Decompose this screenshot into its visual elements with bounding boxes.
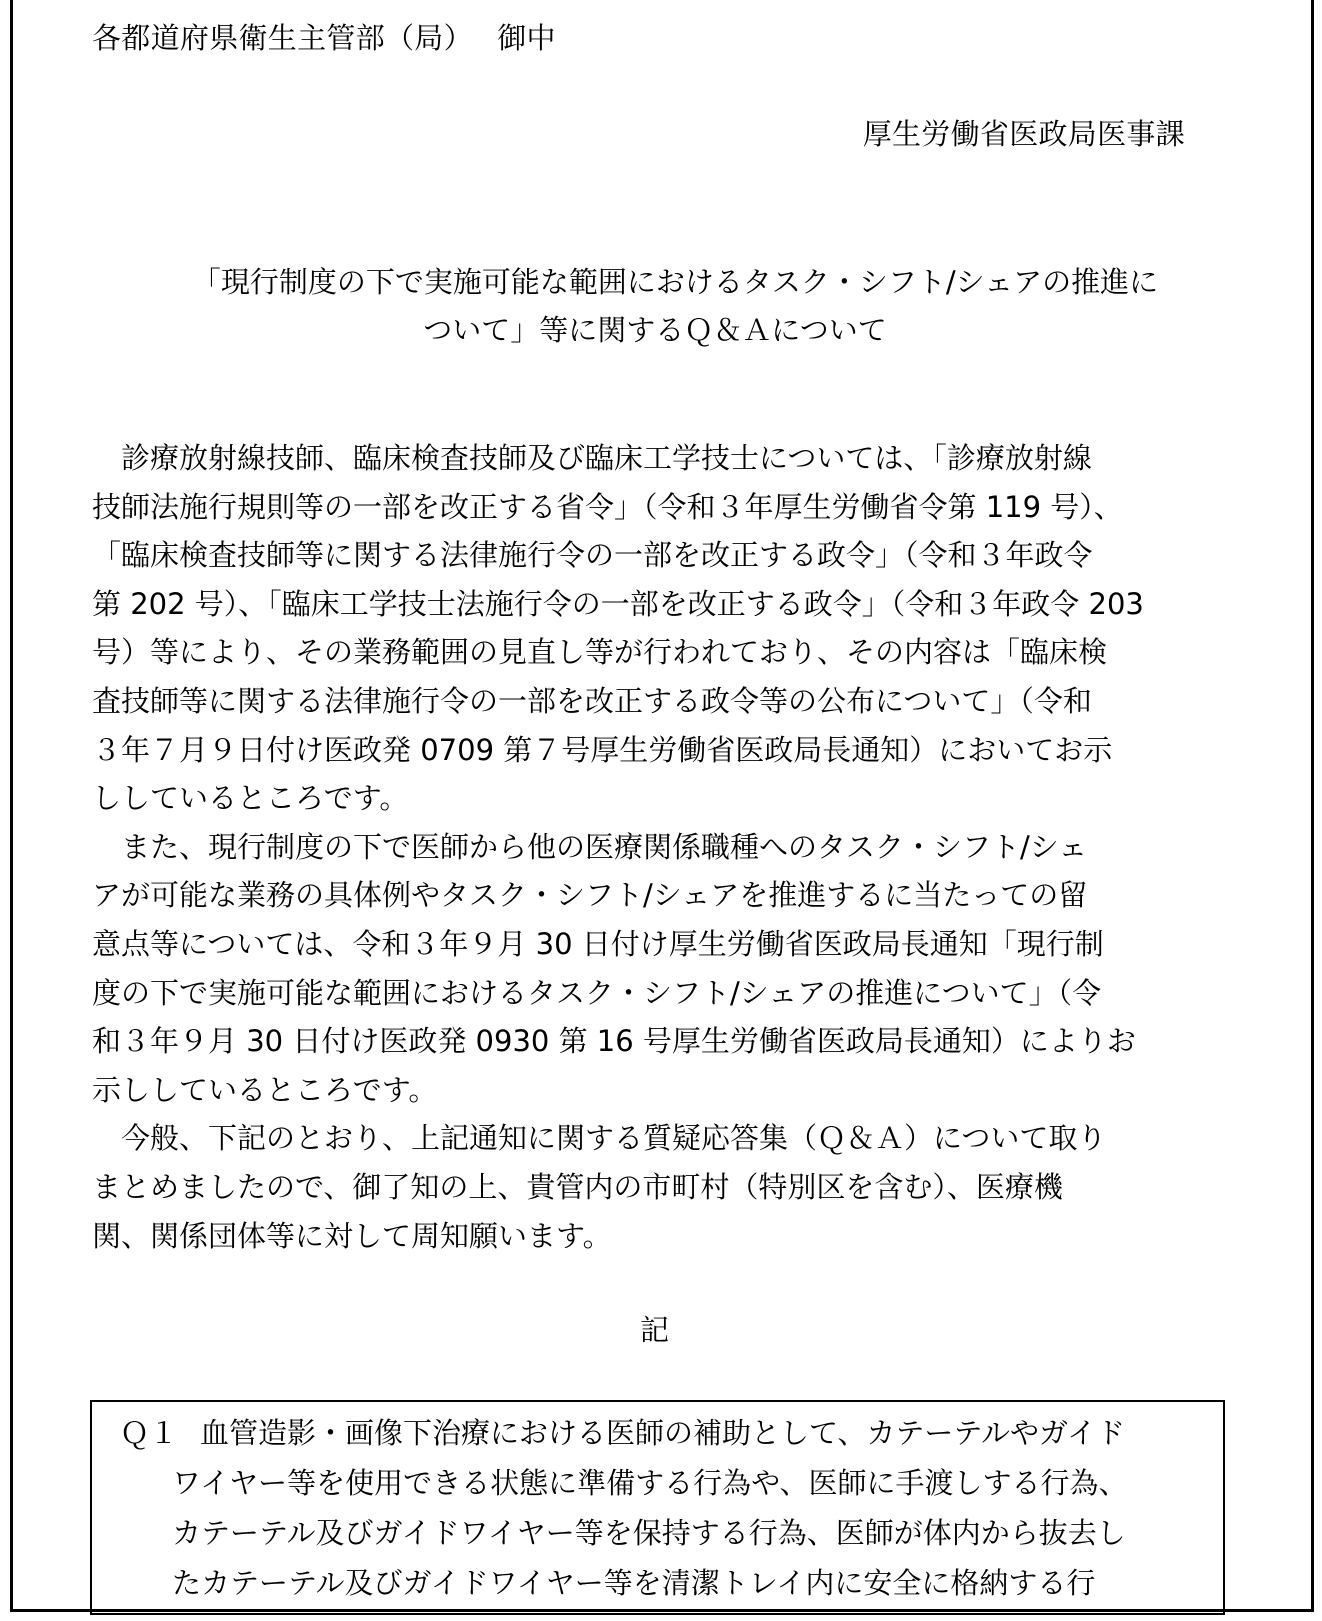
paragraph-1 bbox=[92, 434, 1222, 823]
text-line: ししているところです。 bbox=[92, 781, 409, 816]
text-line: ３年７月９日付け医政発 0709 第７号厚生労働省医政局長通知）においてお示 bbox=[92, 732, 1113, 767]
text-line: 関、関係団体等に対して周知願います。 bbox=[92, 1218, 612, 1253]
text-line: まとめましたので、御了知の上、貴管内の市町村（特別区を含む）、医療機 bbox=[92, 1169, 1063, 1204]
paragraph-3 bbox=[92, 1114, 1222, 1260]
text-line: 示ししているところです。 bbox=[92, 1072, 438, 1107]
text-line: 第 202 号）、「臨床工学技士法施行令の一部を改正する政令」（令和３年政令 203 bbox=[92, 586, 1144, 621]
text-line: 「臨床検査技師等に関する法律施行令の一部を改正する政令」（令和３年政令 bbox=[92, 538, 1093, 573]
text-line: 査技師等に関する法律施行令の一部を改正する政令等の公布について」（令和 bbox=[92, 683, 1092, 718]
text-line: 号）等により、その業務範囲の見直し等が行われており、その内容は「臨床検 bbox=[92, 635, 1108, 670]
title-line-2: ついて」等に関するＱ＆Ａについて bbox=[423, 313, 887, 347]
question-line: 血管造影・画像下治療における医師の補助として、カテーテルやガイド bbox=[200, 1416, 1126, 1450]
question-line: カテーテル及びガイドワイヤー等を保持する行為、医師が体内から抜去し bbox=[172, 1516, 1126, 1550]
question-box bbox=[90, 1400, 1225, 1615]
text-line: 度の下で実施可能な範囲におけるタスク・シフト/シェアの推進について」（令 bbox=[92, 975, 1102, 1010]
text-line: 今般、下記のとおり、上記通知に関する質疑応答集（Ｑ＆Ａ）について取り bbox=[92, 1121, 1107, 1156]
text-line: 技師法施行規則等の一部を改正する省令」（令和３年厚生労働省令第 119 号）、 bbox=[92, 489, 1123, 524]
question-label: Ｑ１ bbox=[120, 1416, 179, 1450]
title-line-1: 「現行制度の下で実施可能な範囲におけるタスク・シフト/シェアの推進に bbox=[191, 265, 1159, 299]
text-line: アが可能な業務の具体例やタスク・シフト/シェアを推進するに当たっての留 bbox=[92, 878, 1088, 913]
sender: 厚生労働省医政局医事課 bbox=[862, 117, 1185, 151]
question-line: ワイヤー等を使用できる状態に準備する行為や、医師に手渡しする行為、 bbox=[172, 1466, 1128, 1500]
question-text bbox=[172, 1408, 1222, 1608]
text-line: 意点等については、令和３年９月 30 日付け厚生労働省医政局長通知「現行制 bbox=[92, 926, 1104, 961]
question-line: たカテーテル及びガイドワイヤー等を清潔トレイ内に安全に格納する行 bbox=[172, 1566, 1096, 1600]
addressee: 各都道府県衛生主管部（局） 御中 bbox=[92, 21, 556, 55]
document-title bbox=[92, 258, 1218, 354]
text-line: また、現行制度の下で医師から他の医療関係職種へのタスク・シフト/シェ bbox=[92, 829, 1088, 864]
text-line: 和３年９月 30 日付け医政発 0930 第 16 号厚生労働省医政局長通知）によりお bbox=[92, 1024, 1136, 1059]
ki-heading: 記 bbox=[640, 1313, 670, 1347]
paragraph-2 bbox=[92, 823, 1222, 1115]
body-text bbox=[92, 434, 1222, 1260]
text-line: 診療放射線技師、臨床検査技師及び臨床工学技士については、「診療放射線 bbox=[92, 441, 1092, 475]
